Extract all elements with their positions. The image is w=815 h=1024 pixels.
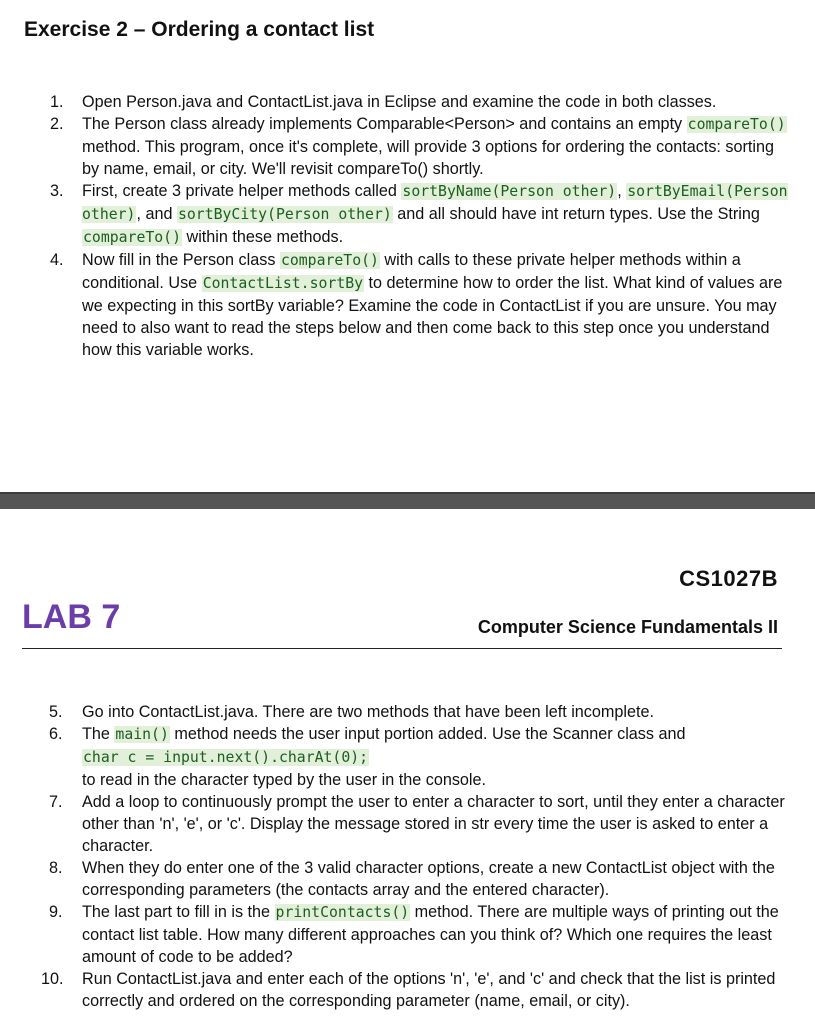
step-item (50, 901, 790, 968)
step-text: The last part to fill in is the (82, 903, 275, 921)
lab-label: LAB 7 (22, 598, 121, 636)
step-item (50, 91, 790, 113)
step-text: method. This program, once it's complete, will provide 3 options for ordering the contacts: sorting by name, email, or city. We'll revisit compareTo() shortly. (82, 138, 774, 178)
course-code: CS1027B (679, 566, 778, 591)
step-item (50, 249, 790, 361)
step-item (50, 113, 790, 180)
code-snippet: compareTo() (687, 116, 786, 133)
step-text: Add a loop to continuously prompt the user to enter a character to sort, until they enter a character other than 'n', 'e', or 'c'. Display the message stored in str every time the user is asked to enter a character. (82, 793, 785, 855)
document-page-top (0, 0, 815, 492)
step-number: 4. (50, 251, 64, 269)
step-text: The (82, 725, 115, 743)
step-item (50, 701, 790, 723)
step-text: Now fill in the Person class (82, 251, 280, 269)
step-text: , and (136, 205, 177, 223)
step-text: , (617, 182, 627, 200)
step-item (41, 968, 790, 1012)
exercise-title: Exercise 2 – Ordering a contact list (24, 18, 375, 41)
step-text: within these methods. (182, 228, 344, 246)
step-text: When they do enter one of the 3 valid character options, create a new ContactList object with the corresponding parameters (the contacts array and the entered character). (82, 859, 775, 899)
step-text: with calls to these private helper methods within a conditional. Use (82, 251, 741, 292)
step-text: Run ContactList.java and enter each of the options 'n', 'e', and 'c' and check that the list is printed correctly and ordered on the corresponding parameter (name, email, or city). (82, 970, 776, 1010)
step-number: 7. (49, 793, 63, 811)
step-text: method needs the user input portion added. Use the Scanner class and (169, 725, 686, 743)
step-text: First, create 3 private helper methods called (82, 182, 402, 200)
code-snippet: printContacts() (275, 904, 410, 921)
step-item (50, 180, 790, 249)
step-text: Open Person.java and ContactList.java in Eclipse and examine the code in both classes. (82, 93, 717, 111)
step-number: 8. (49, 859, 63, 877)
code-snippet: ContactList.sortBy (202, 275, 364, 292)
step-number: 9. (49, 903, 63, 921)
step-number: 10. (41, 970, 64, 988)
header-divider (22, 648, 782, 649)
exercise-step-list (50, 91, 790, 361)
step-item (50, 723, 790, 791)
code-snippet: compareTo() (83, 229, 181, 246)
step-text: to determine how to order the list. What kind of values are we expecting in this sortBy variable? Examine the code in ContactList if you are unsure. You may need to also want to read the steps below and then come back to this step once you understand how this variable works. (82, 274, 783, 359)
step-number: 3. (50, 182, 64, 200)
step-item (50, 791, 790, 857)
step-text: Go into ContactList.java. There are two methods that have been left incomplete. (82, 703, 654, 721)
step-text: The Person class already implements Comparable<Person> and contains an empty (82, 115, 687, 133)
code-snippet: sortByName(Person other) (402, 183, 617, 200)
step-text: and all should have int return types. Use the String (392, 205, 760, 223)
page-break-separator (0, 492, 815, 509)
step-number: 1. (50, 93, 64, 111)
code-snippet: sortByEmail(Person other) (82, 183, 788, 223)
step-text: to read in the character typed by the user in the console. (82, 771, 487, 789)
step-number: 5. (49, 703, 63, 721)
step-text: method. There are multiple ways of printing out the contact list table. How many different approaches can you think of? Which one requires the least amount of code to be added? (82, 903, 779, 966)
step-item (50, 857, 790, 901)
code-snippet: main() (115, 726, 169, 743)
step-number: 6. (49, 725, 63, 743)
code-snippet: compareTo() (280, 252, 379, 269)
code-snippet: sortByCity(Person other) (177, 206, 392, 223)
step-number: 2. (50, 115, 64, 133)
continued-step-list (41, 701, 790, 1012)
course-name: Computer Science Fundamentals II (477, 617, 778, 637)
code-snippet: char c = input.next().charAt(0); (83, 749, 369, 766)
